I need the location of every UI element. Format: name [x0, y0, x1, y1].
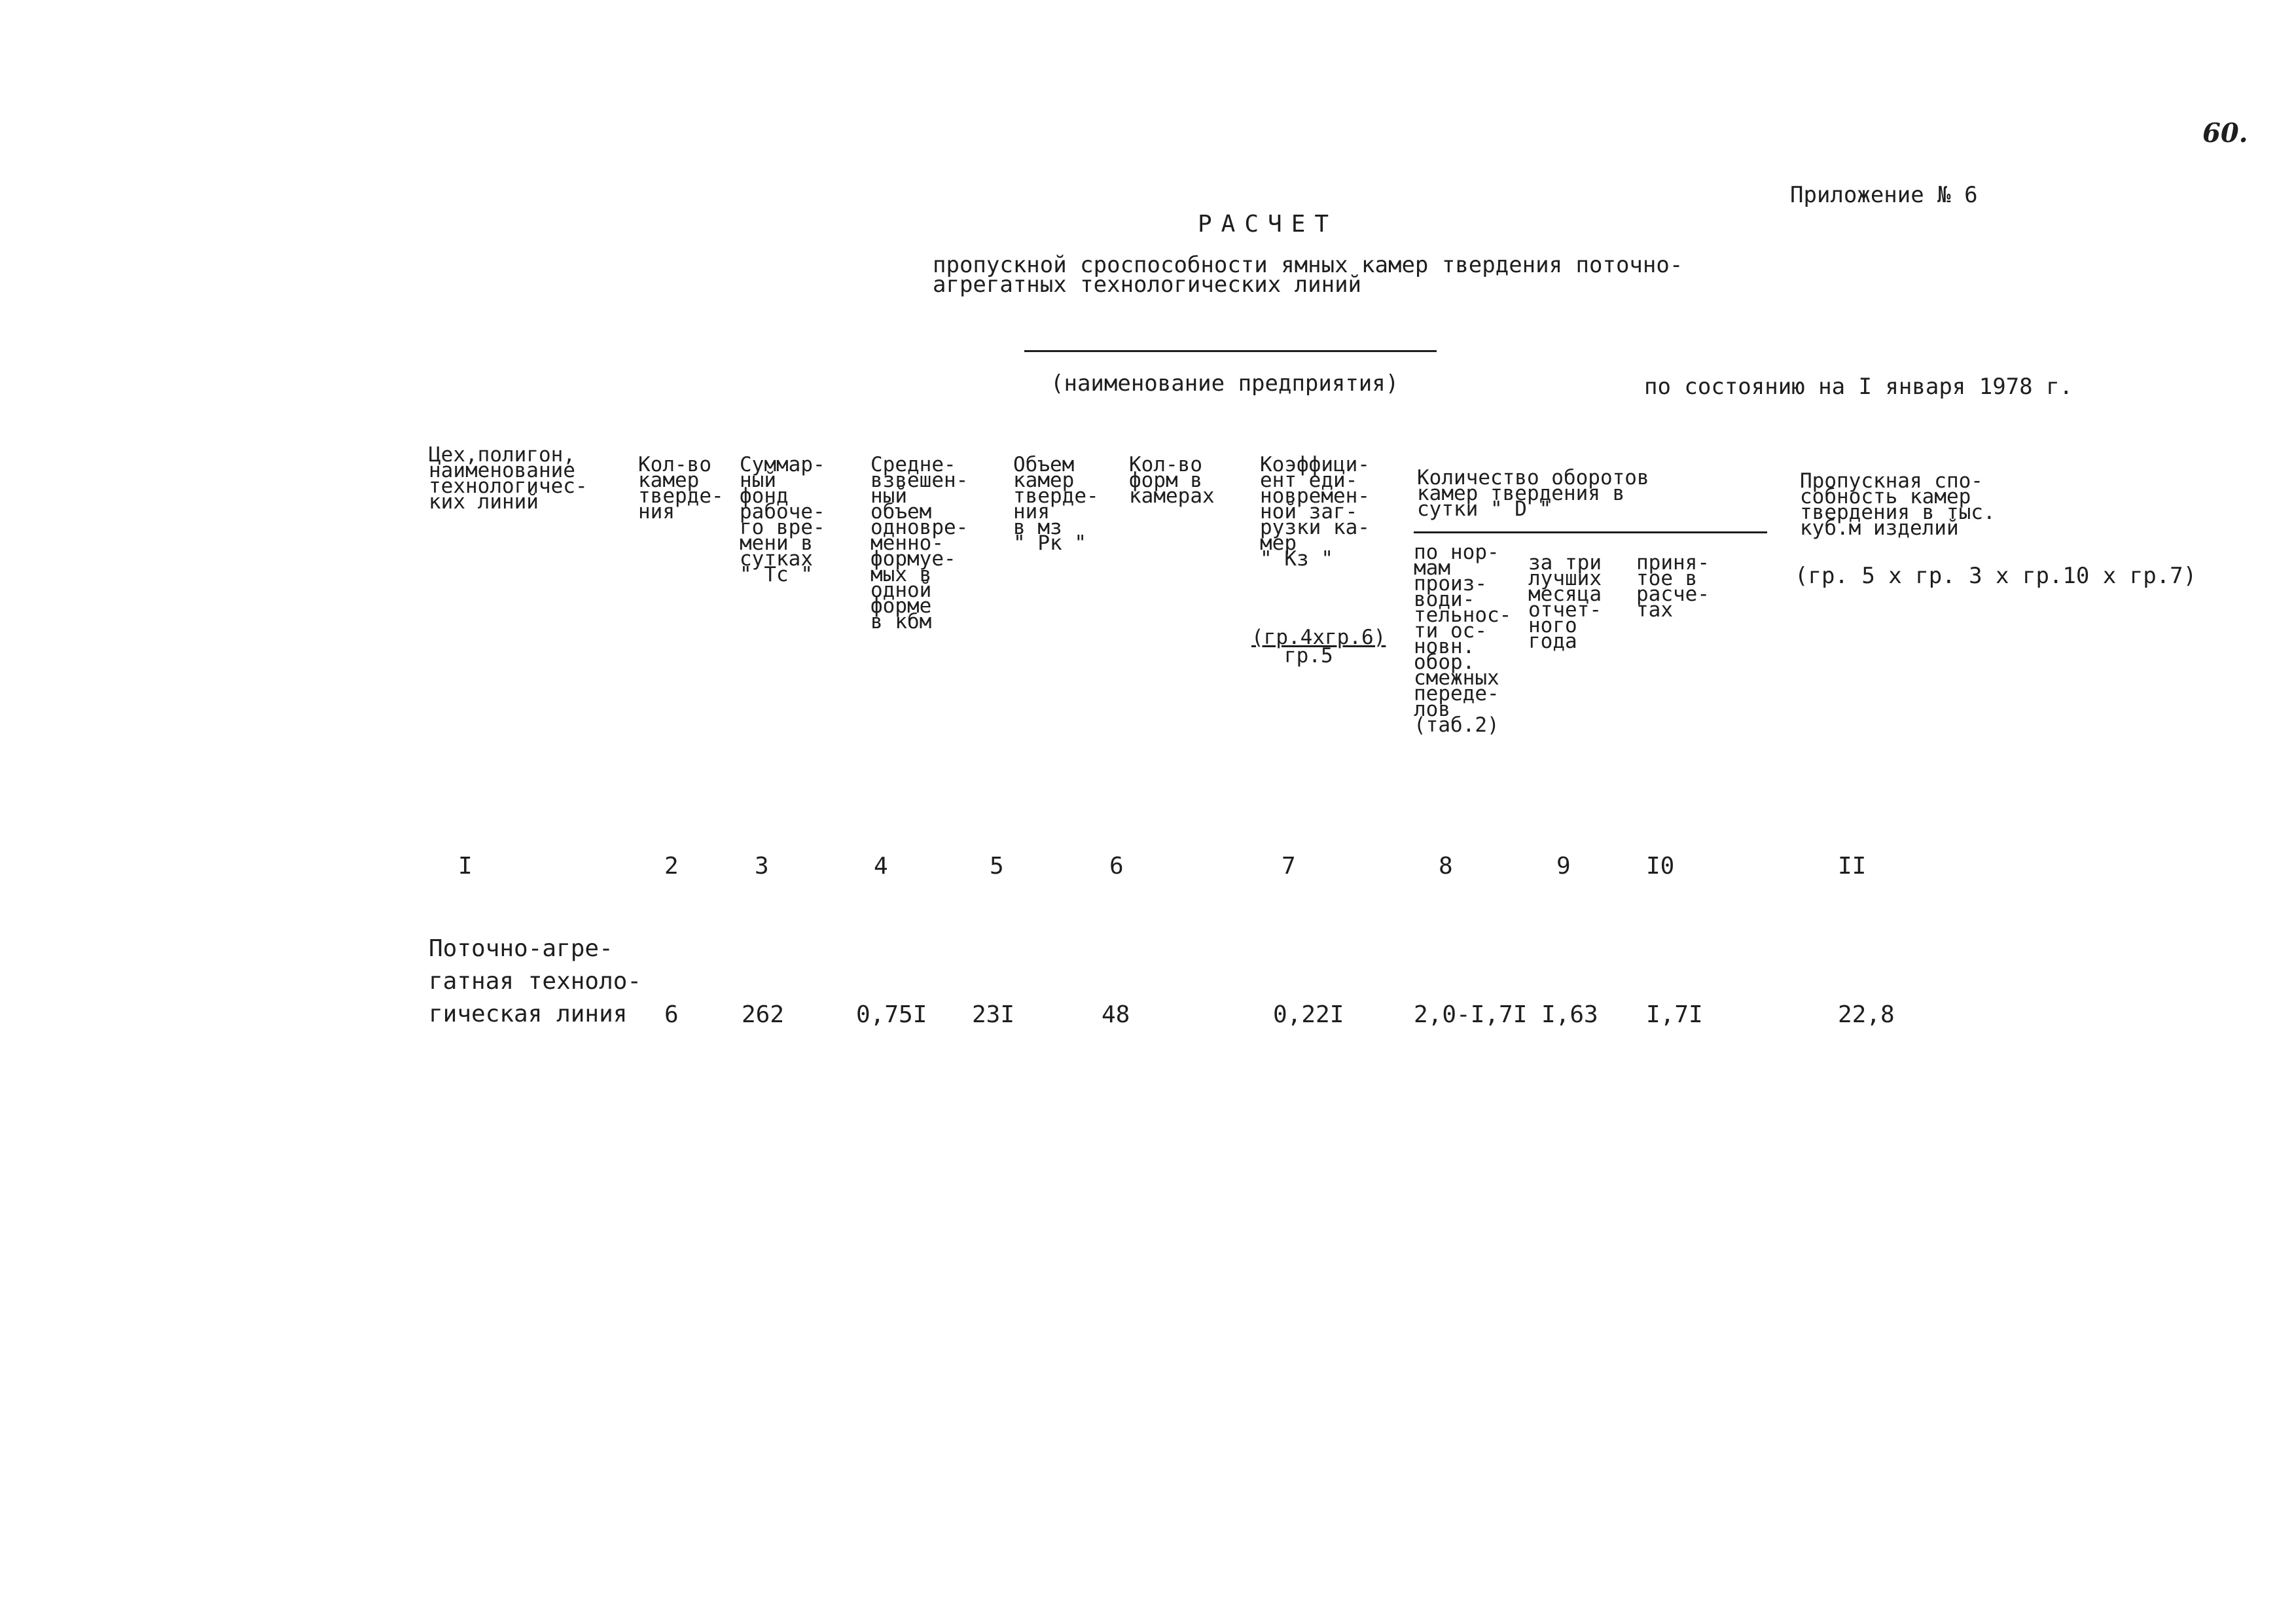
cell-value: I,63 — [1541, 1001, 1598, 1028]
appendix-label: Приложение № 6 — [1790, 182, 1978, 208]
header-col-2: Кол-во камер тверде- ния — [638, 453, 724, 524]
header-col-7-formula-denominator: гр.5 — [1284, 644, 1333, 668]
document-title: РАСЧЕТ — [1198, 211, 1338, 238]
column-number: 9 — [1556, 853, 1571, 880]
cell-value: I,7I — [1646, 1001, 1703, 1028]
header-col-1: Цех,полигон, наименование технологичес- ких линий — [429, 443, 588, 514]
page-number: 60. — [2202, 118, 2248, 149]
column-number: 5 — [990, 853, 1004, 880]
header-col-11: Пропускная спо- собность камер твердения в тыс. куб.м изделий — [1800, 469, 1996, 540]
cell-value: 0,75I — [856, 1001, 927, 1028]
row-label: Поточно-агре- гатная техноло- гическая линия — [429, 935, 642, 1027]
cell-value: 6 — [664, 1001, 679, 1028]
organization-name-blank-line — [1024, 350, 1437, 352]
column-number: 8 — [1439, 853, 1453, 880]
header-col-7-formula-numerator: (гр.4хгр.6) — [1251, 626, 1386, 649]
header-group-8-10: Количество оборотов камер твердения в сутки " D " — [1417, 466, 1649, 521]
cell-value: 48 — [1102, 1001, 1130, 1028]
cell-value: 23I — [972, 1001, 1015, 1028]
cell-value: 0,22I — [1273, 1001, 1344, 1028]
column-number: I0 — [1646, 853, 1675, 880]
header-group-rule — [1414, 531, 1767, 533]
header-col-4: Средне- взвешен- ный объем одновре- менно- формуе- мых в одной форме в кбм — [870, 453, 969, 633]
column-number: 2 — [664, 853, 679, 880]
document-subtitle — [933, 252, 1683, 298]
column-number: II — [1838, 853, 1867, 880]
column-number: 7 — [1282, 853, 1296, 880]
cell-value: 262 — [742, 1001, 785, 1028]
header-col-6: Кол-во форм в камерах — [1129, 453, 1215, 508]
header-col-7: Коэффици- ент еди- новремен- ной заг- рузки ка- мер " Кз " — [1260, 453, 1370, 571]
header-col-5: Объем камер тверде- ния в мз " Pк " — [1013, 453, 1099, 555]
header-col-11-formula: (гр. 5 х гр. 3 х гр.10 х гр.7) — [1795, 563, 2197, 589]
as-of-date: по состоянию на I января 1978 г. — [1644, 374, 2073, 400]
subtitle-line: агрегатных технологических линий — [933, 272, 1362, 298]
header-col-3: Суммар- ный фонд рабоче- го вре- мени в сутках " Tc " — [740, 453, 825, 586]
column-number: 3 — [755, 853, 769, 880]
subtitle-line: пропускной сроспособности ямных камер твердения поточно- — [933, 252, 1683, 278]
cell-value: 22,8 — [1838, 1001, 1895, 1028]
column-number: I — [458, 853, 473, 880]
header-col-10: приня- тое в расче- тах — [1636, 551, 1710, 622]
cell-value: 2,0-I,7I — [1414, 1001, 1528, 1028]
column-number: 6 — [1109, 853, 1124, 880]
column-number: 4 — [874, 853, 888, 880]
header-col-8: по нор- мам произ- води- тельнос- ти ос- новн. обор. смежных переде- лов (таб.2) — [1414, 541, 1512, 737]
header-col-9: за три лучших месяца отчет- ного года — [1528, 551, 1602, 653]
organization-caption: (наименование предприятия) — [1050, 370, 1399, 397]
